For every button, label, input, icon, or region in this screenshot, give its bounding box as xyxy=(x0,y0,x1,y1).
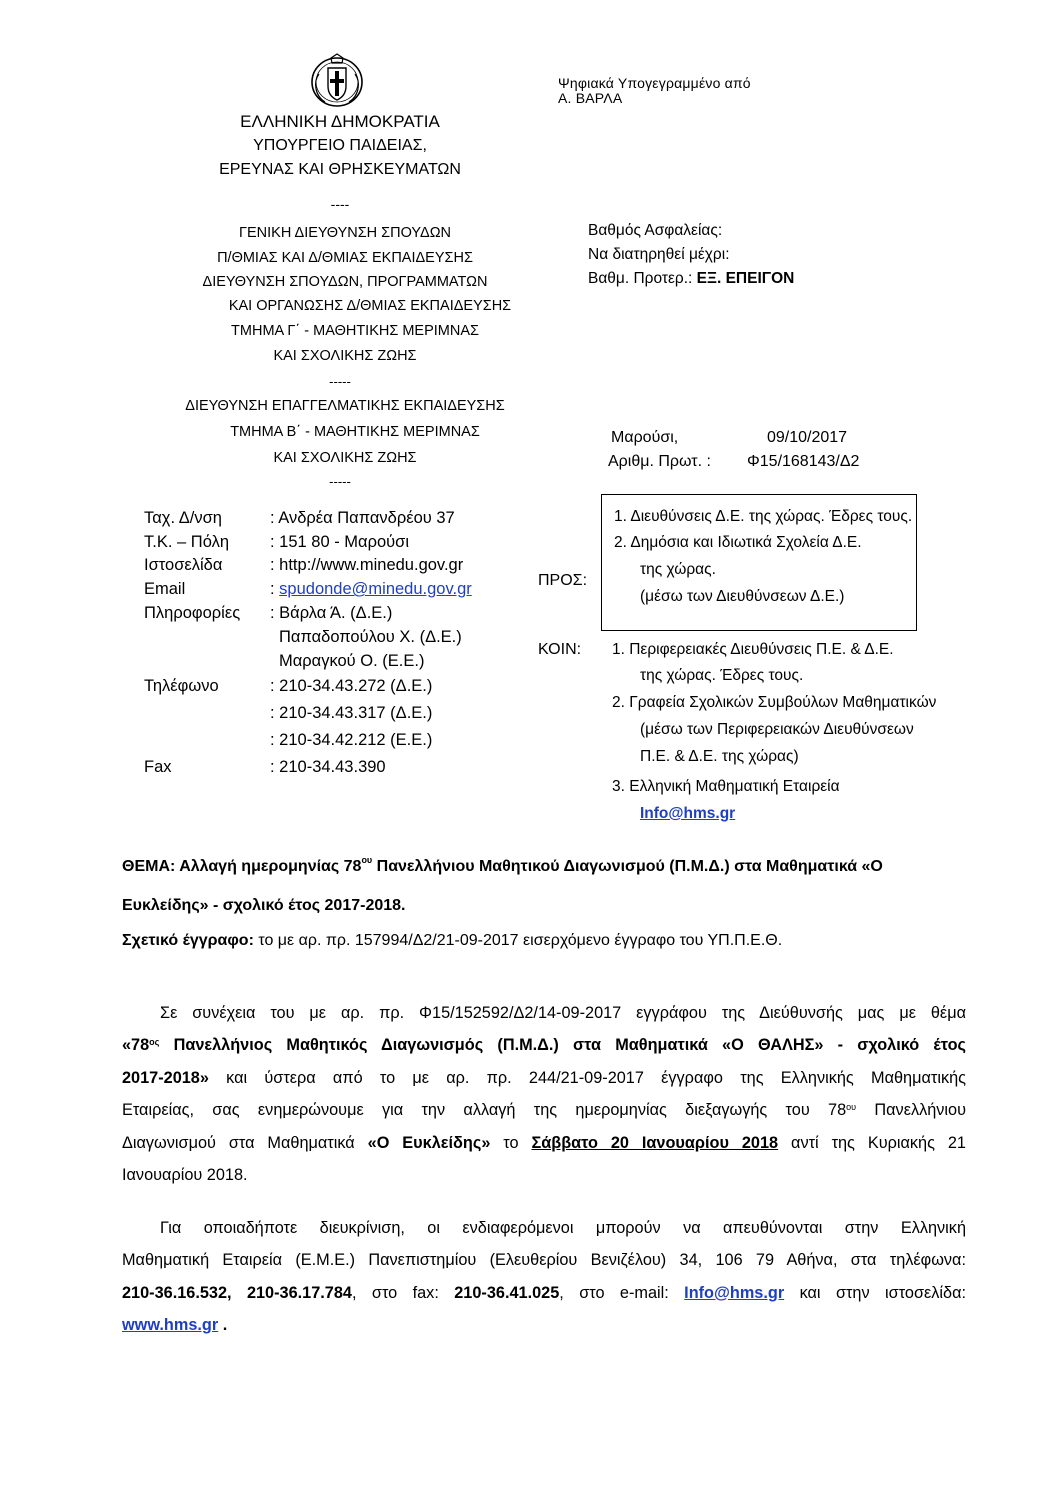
dept-line-7: ΔΙΕΥΘΥΝΣΗ ΕΠΑΓΓΕΛΜΑΤΙΚΗΣ ΕΚΠΑΙΔΕΥΣΗΣ xyxy=(185,398,505,414)
p1-line-2 xyxy=(122,1029,966,1061)
email-link[interactable]: spudonde@minedu.gov.gr xyxy=(279,580,472,598)
to-item-2-cont: της χώρας. xyxy=(640,561,716,578)
ministry-line-2: ΕΡΕΥΝΑΣ ΚΑΙ ΘΡΗΣΚΕΥΜΑΤΩΝ xyxy=(219,161,461,178)
priority-label: Βαθμ. Προτερ.: xyxy=(588,270,693,287)
contact-value-phone-1: : 210-34.43.272 (Δ.Ε.) xyxy=(270,677,433,695)
dept-line-9: ΚΑΙ ΣΧΟΛΙΚΗΣ ΖΩΗΣ xyxy=(273,450,417,466)
body-paragraph-2 xyxy=(122,1212,966,1342)
contact-label-fax: Fax xyxy=(144,758,172,776)
p2-l3d: , στο e-mail: xyxy=(559,1283,685,1302)
dept-separator-1: ----- xyxy=(329,374,351,389)
p1-l3a: 2017-2018» xyxy=(122,1068,209,1087)
dept-line-5: ΤΜΗΜΑ Γ΄ - ΜΑΘΗΤΙΚΗΣ ΜΕΡΙΜΝΑΣ xyxy=(231,323,479,339)
contact-label-email: Email xyxy=(144,580,186,598)
p2-line-3 xyxy=(122,1277,966,1309)
p1-l5b: «Ο Ευκλείδης» xyxy=(367,1133,491,1152)
p1-l3b: και ύστερα από το με αρ. πρ. 244/21-09-2017 έγγραφο της Ελληνικής Μαθηματικής xyxy=(208,1068,966,1087)
cc-item-2-cont: (μέσω των Περιφερειακών Διευθύνσεων xyxy=(640,721,914,738)
subject-line-2: Ευκλείδης» - σχολικό έτος 2017-2018. xyxy=(122,897,406,914)
dept-line-3: ΔΙΕΥΘΥΝΣΗ ΣΠΟΥΔΩΝ, ΠΡΟΓΡΑΜΜΑΤΩΝ xyxy=(202,274,488,290)
body-paragraph-1 xyxy=(122,997,966,1191)
p2-line-4 xyxy=(122,1309,966,1341)
to-item-2: 2. Δημόσια και Ιδιωτικά Σχολεία Δ.Ε. xyxy=(614,534,862,551)
dept-line-1: ΓΕΝΙΚΗ ΔΙΕΥΘΥΝΣΗ ΣΠΟΥΔΩΝ xyxy=(238,225,452,241)
p1-l5e: αντί της Κυριακής 21 xyxy=(778,1133,966,1152)
p1-line-3 xyxy=(122,1062,966,1094)
subject-text-b: Πανελλήνιου Μαθητικού Διαγωνισμού (Π.Μ.Δ.) στα Μαθηματικά «Ο xyxy=(376,858,883,875)
ministry-line-1: ΥΠΟΥΡΓΕΙΟ ΠΑΙΔΕΙΑΣ, xyxy=(253,137,427,154)
contact-value-info-2: Παπαδοπούλου Χ. (Δ.Ε.) xyxy=(279,628,462,646)
cc-item-2: 2. Γραφεία Σχολικών Συμβούλων Μαθηματικών xyxy=(612,694,937,711)
p2-l3c: 210-36.41.025 xyxy=(454,1283,560,1302)
contact-label-info: Πληροφορίες xyxy=(144,604,241,622)
contact-value-email xyxy=(270,580,472,599)
p2-l3b: , στο fax: xyxy=(351,1283,455,1302)
related-text: το με αρ. πρ. 157994/Δ2/21-09-2017 εισερχόμενο έγγραφο του ΥΠ.Π.Ε.Θ. xyxy=(253,932,783,949)
email-colon: : xyxy=(270,580,280,598)
p1-line-5 xyxy=(122,1127,966,1159)
security-level: Βαθμός Ασφαλείας: xyxy=(588,222,723,239)
p1-l2a: «78 xyxy=(122,1036,150,1055)
contact-value-website: : http://www.minedu.gov.gr xyxy=(270,556,464,574)
p1-l4sup: ου xyxy=(846,1102,857,1113)
signature-line-1: Ψηφιακά Υπογεγραμμένο από xyxy=(558,75,751,91)
dept-line-8: ΤΜΗΜΑ Β΄ - ΜΑΘΗΤΙΚΗΣ ΜΕΡΙΜΝΑΣ xyxy=(230,424,480,440)
cc-item-1-cont: της χώρας. Έδρες τους. xyxy=(640,667,804,684)
header-separator: ---- xyxy=(330,196,350,212)
subject-label: ΘΕΜΑ: xyxy=(122,858,176,875)
dept-line-2: Π/ΘΜΙΑΣ ΚΑΙ Δ/ΘΜΙΑΣ ΕΚΠΑΙΔΕΥΣΗΣ xyxy=(217,250,473,266)
p2-line-2: Μαθηματική Εταιρεία (Ε.Μ.Ε.) Πανεπιστημίου (Ελευθερίου Βενιζέλου) 34, 106 79 Αθήνα, στα τηλέφωνα: xyxy=(122,1251,966,1270)
cc-item-1: 1. Περιφερειακές Διευθύνσεις Π.Ε. & Δ.Ε. xyxy=(612,641,894,658)
digital-signature xyxy=(558,76,751,106)
dept-line-6: ΚΑΙ ΣΧΟΛΙΚΗΣ ΖΩΗΣ xyxy=(273,348,417,364)
contact-value-postcode: : 151 80 - Μαρούσι xyxy=(270,533,410,551)
p1-l2sup: ος xyxy=(149,1037,160,1048)
signature-line-2: Α. ΒΑΡΛΑ xyxy=(558,90,623,106)
related-label: Σχετικό έγγραφο: xyxy=(122,932,254,949)
republic-title: ΕΛΛΗΝΙΚΗ ΔΗΜΟΚΡΑΤΙΑ xyxy=(240,112,440,131)
keep-until: Να διατηρηθεί μέχρι: xyxy=(588,246,730,263)
contact-label-address: Ταχ. Δ/νση xyxy=(144,509,222,527)
p1-l4a: Εταιρείας, σας ενημερώνουμε για την αλλαγή της ημερομηνίας διεξαγωγής του 78 xyxy=(122,1101,847,1120)
p1-line-1: Σε συνέχεια του με αρ. πρ. Φ15/152592/Δ2/14-09-2017 εγγράφου της Διεύθυνσής μας με θέμα xyxy=(160,1004,966,1022)
p1-l5a: Διαγωνισμού στα Μαθηματικά xyxy=(122,1133,368,1152)
p2-email-link[interactable]: Info@hms.gr xyxy=(684,1283,785,1302)
cc-item-3: 3. Ελληνική Μαθηματική Εταιρεία xyxy=(612,778,840,795)
contact-label-postcode: Τ.Κ. – Πόλη xyxy=(144,533,229,551)
p2-l3e: και στην ιστοσελίδα: xyxy=(784,1283,967,1302)
cc-email-link[interactable]: Info@hms.gr xyxy=(640,805,736,822)
contact-value-phone-3: : 210-34.42.212 (Ε.Ε.) xyxy=(270,731,433,749)
contact-value-fax: : 210-34.43.390 xyxy=(270,758,386,776)
p1-line-4 xyxy=(122,1094,966,1126)
contact-label-phone: Τηλέφωνο xyxy=(144,677,219,695)
cc-label: ΚΟΙΝ: xyxy=(538,641,582,658)
contact-value-info-1: : Βάρλα Ά. (Δ.Ε.) xyxy=(270,604,393,622)
subject-line-1 xyxy=(122,855,883,876)
to-item-1: 1. Διευθύνσεις Δ.Ε. της χώρας. Έδρες τους. xyxy=(614,508,913,525)
p1-line-6: Ιανουαρίου 2018. xyxy=(122,1165,248,1184)
dept-separator-2: ----- xyxy=(329,474,351,489)
place: Μαρούσι, xyxy=(611,429,679,446)
p1-l4b: Πανελλήνιου xyxy=(856,1101,966,1120)
p1-l2b: Πανελλήνιος Μαθητικός Διαγωνισμός (Π.Μ.Δ.) στα Μαθηματικά «Ο ΘΑΛΗΣ» - σχολικό έτος xyxy=(159,1036,966,1055)
p2-website-link[interactable]: www.hms.gr xyxy=(122,1316,219,1335)
contact-value-info-3: Μαραγκού Ο. (Ε.Ε.) xyxy=(279,652,425,670)
contact-label-website: Ιστοσελίδα xyxy=(144,556,223,574)
dept-line-4: ΚΑΙ ΟΡΓΑΝΩΣΗΣ Δ/ΘΜΙΑΣ ΕΚΠΑΙΔΕΥΣΗΣ xyxy=(228,298,512,314)
protocol-number: Φ15/168143/Δ2 xyxy=(747,453,860,470)
to-item-2-note: (μέσω των Διευθύνσεων Δ.Ε.) xyxy=(640,588,845,605)
related-document xyxy=(122,932,782,950)
p1-l5d: Σάββατο 20 Ιανουαρίου 2018 xyxy=(531,1133,779,1152)
greek-coat-of-arms-emblem xyxy=(309,52,365,108)
priority xyxy=(588,270,794,288)
p2-line-1: Για οποιαδήποτε διευκρίνιση, οι ενδιαφερόμενοι μπορούν να απευθύνονται στην Ελληνική xyxy=(160,1219,966,1237)
date: 09/10/2017 xyxy=(767,429,848,446)
p1-l5c: το xyxy=(490,1133,532,1152)
p2-l4end: . xyxy=(218,1316,228,1335)
subject-sup: ου xyxy=(361,855,373,865)
cc-item-2-note: Π.Ε. & Δ.Ε. της χώρας) xyxy=(640,748,799,765)
protocol-label: Αριθμ. Πρωτ. : xyxy=(608,453,711,470)
contact-value-phone-2: : 210-34.43.317 (Δ.Ε.) xyxy=(270,704,433,722)
contact-value-address: : Ανδρέα Παπανδρέου 37 xyxy=(270,509,455,527)
p2-l3a: 210-36.16.532, 210-36.17.784 xyxy=(122,1283,352,1302)
priority-value: ΕΞ. ΕΠΕΙΓΟΝ xyxy=(696,270,795,287)
to-label: ΠΡΟΣ: xyxy=(538,572,588,589)
subject-text-a: Αλλαγή ημερομηνίας 78 xyxy=(179,858,362,875)
